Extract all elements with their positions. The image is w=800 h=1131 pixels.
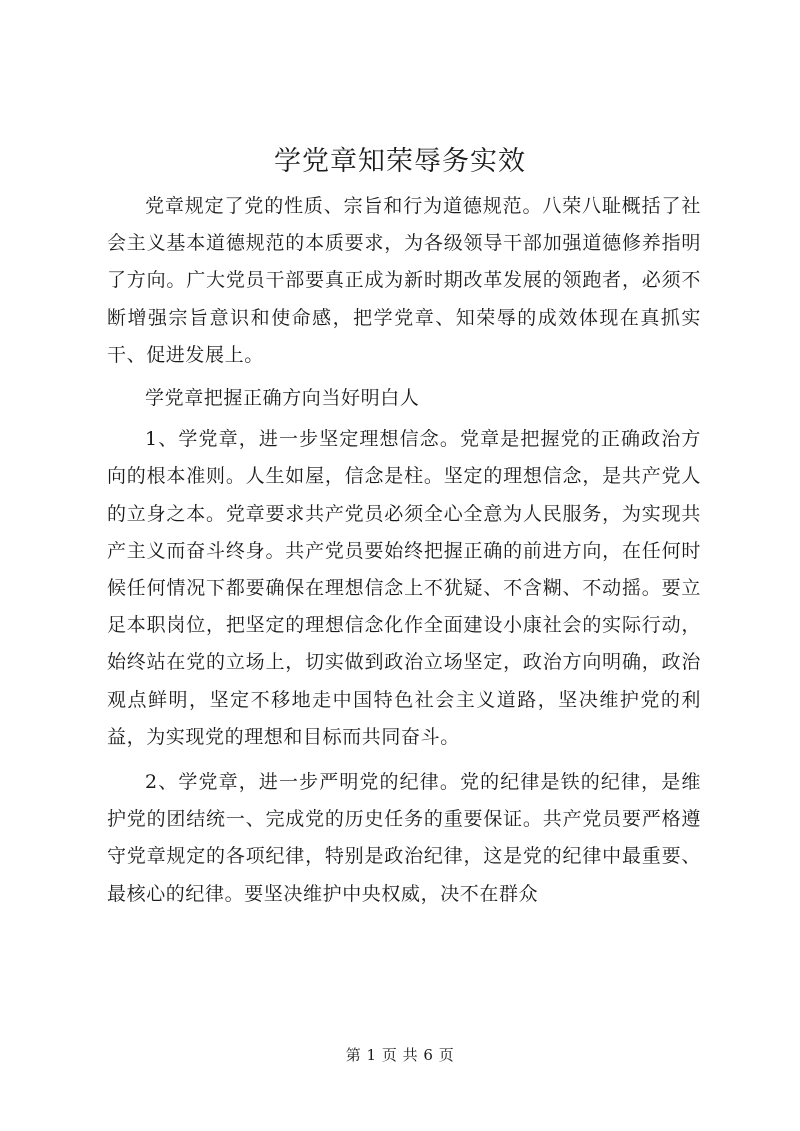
point-2-paragraph: 2、学党章，进一步严明党的纪律。党的纪律是铁的纪律，是维护党的团结统一、完成党的历史任务的重要保证。共产党员要严格遵守党章规定的各项纪律，特别是政治纪律，这是党的纪律中最重要、最核心的纪律。要坚决维护中央权威，决不在群众 <box>107 771 701 905</box>
point-1-paragraph: 1、学党章，进一步坚定理想信念。党章是把握党的正确政治方向的根本准则。人生如屋，信念是柱。坚定的理想信念，是共产党人的立身之本。党章要求共产党员必须全心全意为人民服务，为实现共产主义而奋斗终身。共产党员要始终把握正确的前进方向，在任何时候任何情况下都要确保在理想信念上不犹疑、不含糊、不动摇。要立足本职岗位，把坚定的理想信念化作全面建设小康社会的实际行动，始终站在党的立场上，切实做到政治立场坚定，政治方向明确，政治观点鲜明，坚定不移地走中国特色社会主义道路，坚决维护党的利益，为实现党的理想和目标而共同奋斗。 <box>107 428 701 748</box>
page-number-footer: 第 1 页 共 6 页 <box>345 1046 455 1064</box>
document-title: 学党章知荣辱务实效 <box>274 146 526 177</box>
intro-paragraph: 党章规定了党的性质、宗旨和行为道德规范。八荣八耻概括了社会主义基本道德规范的本质要求，为各级领导干部加强道德修养指明了方向。广大党员干部要真正成为新时期改革发展的领跑者，必须不断增强宗旨意识和使命感，把学党章、知荣辱的成效体现在真抓实干、促进发展上。 <box>107 195 701 366</box>
section-heading: 学党章把握正确方向当好明白人 <box>145 387 420 410</box>
document-body <box>107 188 701 913</box>
